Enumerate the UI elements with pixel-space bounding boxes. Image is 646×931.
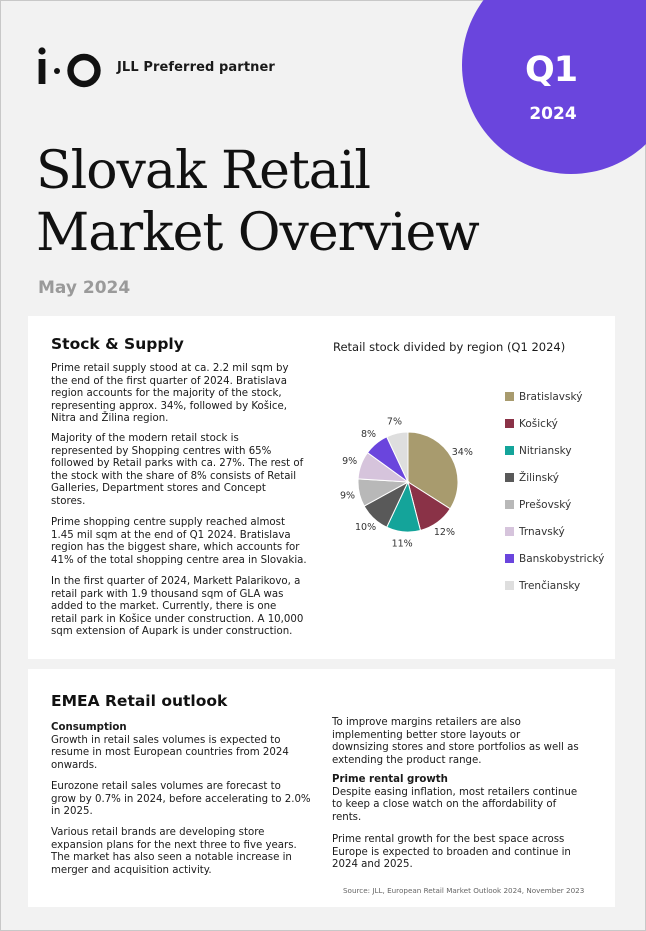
legend-swatch (505, 500, 514, 509)
emea-right-block-2 (332, 774, 577, 824)
emea-right-paragraph-1 (332, 717, 579, 767)
text-line: extending the product range. (332, 754, 482, 766)
text-line: Prime rental growth for the best space across (332, 834, 565, 845)
source-note: Source: JLL, European Retail Market Outlook 2024, November 2023 (343, 886, 585, 895)
emea-left-paragraph-3 (51, 827, 297, 877)
text-line: Nitra and Žilina region. (51, 413, 169, 425)
text-line: 2024 and 2025. (332, 859, 413, 871)
text-line: sqm extension of Aupark is under construction. (51, 626, 293, 638)
chart-title: Retail stock divided by region (Q1 2024) (333, 340, 566, 354)
text-line: Prime retail supply stood at ca. 2.2 mil sqm by (51, 363, 289, 374)
text-line: in 2025. (51, 806, 93, 818)
legend-item (505, 464, 604, 491)
legend-label: Banskobystrický (519, 552, 605, 565)
text-line: region has the biggest share, which accounts for (51, 542, 300, 554)
text-line: In the first quarter of 2024, Markett Palarikovo, a (51, 576, 301, 587)
text-line: added to the market. Currently, there is one (51, 601, 277, 613)
text-line: 41% of the total shopping centre area in Slovakia. (51, 554, 307, 566)
text-line: representing approx. 34%, followed by Košice, (51, 400, 288, 412)
text-line: implementing better store layouts or (332, 729, 521, 741)
consumption-heading: Consumption (51, 722, 127, 733)
text-line: To improve margins retailers are also (332, 717, 521, 728)
legend-swatch (505, 473, 514, 482)
text-line: Prime shopping centre supply reached almost (51, 517, 285, 528)
text-line: the stock with the share of 8% consists of Retail (51, 470, 297, 482)
legend-label: Trenčiansky (519, 579, 581, 592)
chart-legend (505, 383, 604, 599)
legend-swatch (505, 581, 514, 590)
text-line: stores. (51, 495, 86, 507)
text-line: retail park with 1.9 thousand sqm of GLA was (51, 588, 284, 600)
legend-item (505, 383, 604, 410)
text-line: The market has also seen a notable increase in (51, 852, 292, 864)
pie-value-label: 12% (433, 527, 456, 539)
pie-value-label: 11% (391, 538, 413, 550)
text-line: Majority of the modern retail stock is (51, 433, 239, 444)
emea-heading: EMEA Retail outlook (51, 692, 228, 710)
text-line: Growth in retail sales volumes is expected to (51, 734, 281, 746)
legend-swatch (505, 554, 514, 563)
report-date: May 2024 (38, 278, 131, 298)
pie-value-label: 8% (360, 429, 377, 441)
year-label: 2024 (529, 104, 577, 124)
emea-right-paragraph-2 (332, 787, 577, 825)
text-line: onwards. (51, 759, 98, 771)
quarter-label: Q1 (524, 50, 578, 90)
legend-label: Bratislavský (519, 390, 583, 403)
text-line: Europe is expected to broaden and continue in (332, 846, 571, 858)
prime-rental-heading: Prime rental growth (332, 774, 448, 785)
emea-right-paragraph-3 (332, 834, 571, 872)
emea-left-paragraph-2 (51, 781, 311, 819)
partner-label: JLL Preferred partner (117, 60, 275, 75)
text-line: resume in most European countries from 2024 (51, 747, 289, 759)
text-line: expansion plans for the next three to five years. (51, 839, 297, 851)
legend-label: Nitriansky (519, 444, 572, 457)
legend-swatch (505, 446, 514, 455)
text-line: rents. (332, 811, 362, 823)
stock-paragraph-2 (51, 433, 303, 509)
legend-item (505, 518, 604, 545)
text-line: Despite easing inflation, most retailers continue (332, 786, 578, 798)
text-line: followed by Retail parks with ca. 27%. The rest of (51, 458, 304, 470)
stock-supply-heading: Stock & Supply (51, 335, 184, 353)
text-line: grow by 0.7% in 2024, before accelerating to 2.0% (51, 793, 311, 805)
text-line: downsizing stores and store portfolios as well as (332, 742, 579, 754)
text-line: merger and acquisition activity. (51, 864, 212, 876)
stock-paragraph-1 (51, 363, 289, 426)
pie-value-label: 9% (339, 490, 356, 502)
text-line: Eurozone retail sales volumes are forecast to (51, 781, 281, 792)
legend-item (505, 545, 604, 572)
page-title (36, 140, 479, 264)
pie-value-label: 34% (451, 447, 473, 459)
legend-swatch (505, 419, 514, 428)
title-line-1: Slovak Retail (36, 141, 371, 201)
legend-label: Košický (519, 417, 558, 430)
legend-label: Trnavský (519, 525, 565, 538)
legend-item (505, 572, 604, 599)
title-line-2: Market Overview (36, 203, 479, 263)
pie-value-label: 7% (386, 416, 403, 428)
emea-left-block-1 (51, 722, 289, 772)
region-pie-chart (320, 405, 490, 565)
stock-paragraph-3 (51, 517, 307, 567)
pie-value-label: 9% (342, 455, 358, 467)
pie-value-label: 10% (354, 522, 377, 534)
legend-label: Prešovský (519, 498, 572, 511)
emea-left-paragraph-1 (51, 735, 289, 773)
text-line: retail park in Košice under construction. A 10,000 (51, 613, 304, 625)
text-line: region accounts for the majority of the stock, (51, 388, 282, 400)
text-line: the end of the first quarter of 2024. Bratislava (51, 375, 287, 387)
legend-item (505, 437, 604, 464)
legend-label: Žilinský (519, 471, 559, 484)
io-logo-icon (37, 46, 103, 88)
legend-item (505, 410, 604, 437)
text-line: 1.45 mil sqm at the end of Q1 2024. Bratislava (51, 529, 291, 541)
legend-item (505, 491, 604, 518)
legend-swatch (505, 392, 514, 401)
text-line: to keep a close watch on the affordability of (332, 799, 557, 811)
text-line: Various retail brands are developing store (51, 827, 265, 838)
text-line: represented by Shopping centres with 65% (51, 445, 272, 457)
text-line: Galleries, Department stores and Concept (51, 483, 266, 495)
legend-swatch (505, 527, 514, 536)
stock-paragraph-4 (51, 576, 303, 639)
